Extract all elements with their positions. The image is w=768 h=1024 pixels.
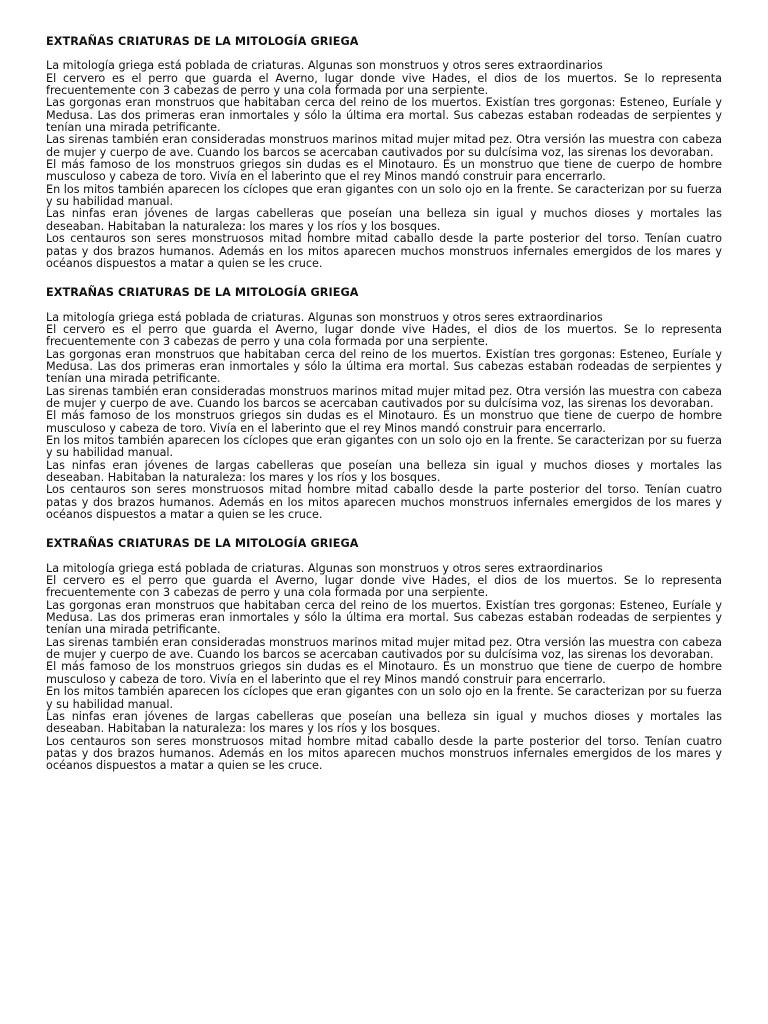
paragraph-ciclopes: En los mitos también aparecen los cíclopes que eran gigantes con un solo ojo en la frente. Se caracterizan por su fuerza y su habilidad manual. bbox=[46, 182, 722, 209]
paragraph-gorgonas: Las gorgonas eran monstruos que habitaban cerca del reino de los muertos. Existían tres gorgonas: Esteneo, Euríale y Medusa. Las dos primeras eran inmortales y sólo la última era mortal. Sus cabezas estaban rodeadas de serpientes y tenían una mirada petrificante. bbox=[46, 96, 722, 135]
paragraph-sirenas: Las sirenas también eran consideradas monstruos marinos mitad mujer mitad pez. Otra versión las muestra con cabeza de mujer y cuerpo de ave. Cuando los barcos se acercaban cautivados por su dulcísima voz, las sirenas los devoraban. bbox=[46, 384, 722, 410]
paragraph-gorgonas: Las gorgonas eran monstruos que habitaban cerca del reino de los muertos. Existían tres gorgonas: Esteneo, Euríale y Medusa. Las dos primeras eran inmortales y sólo la última era mortal. Sus cabezas estaban rodeadas de serpientes y tenían una mirada petrificante. bbox=[46, 598, 722, 637]
paragraph-minotauro: El más famoso de los monstruos griegos sin dudas es el Minotauro. Es un monstruo que tiene de cuerpo de hombre musculoso y cabeza de toro. Vivía en el laberinto que el rey Minos mandó construir para encerrarlo. bbox=[46, 409, 722, 435]
paragraph-sirenas: Las sirenas también eran consideradas monstruos marinos mitad mujer mitad pez. Otra versión las muestra con cabeza de mujer y cuerpo de ave. Cuando los barcos se acercaban cautivados por su dulcísima voz, las sirenas los devoraban. bbox=[46, 635, 722, 662]
paragraph-cerbero: El cervero es el perro que guarda el Averno, lugar donde vive Hades, el dios de los muertos. Se lo representa frecuentemente con 3 cabezas de perro y una cola formada por una serpiente. bbox=[46, 574, 722, 600]
paragraph-minotauro: El más famoso de los monstruos griegos sin dudas es el Minotauro. Es un monstruo que tiene de cuerpo de hombre musculoso y cabeza de toro. Vivía en el laberinto que el rey Minos mandó construir para encerrarlo. bbox=[46, 158, 722, 184]
paragraph-gorgonas: Las gorgonas eran monstruos que habitaban cerca del reino de los muertos. Existían tres gorgonas: Esteneo, Euríale y Medusa. Las dos primeras eran inmortales y sólo la última era mortal. Sus cabezas estaban rodeadas de serpientes y tenían una mirada petrificante. bbox=[46, 347, 722, 386]
article-section-1 bbox=[46, 36, 722, 270]
paragraph-cerbero: El cervero es el perro que guarda el Averno, lugar donde vive Hades, el dios de los muertos. Se lo representa frecuentemente con 3 cabezas de perro y una cola formada por una serpiente. bbox=[46, 71, 722, 98]
article-intro: La mitología griega está poblada de criaturas. Algunas son monstruos y otros seres extraordinarios bbox=[46, 561, 603, 575]
paragraph-centauros: Los centauros son seres monstruosos mitad hombre mitad caballo desde la parte posterior del torso. Tenían cuatro patas y dos brazos humanos. Además en los mitos aparecen muchos monstruos infernales emergidos de los mares y océanos dispuestos a matar a quien se les cruce. bbox=[46, 483, 722, 522]
paragraph-ciclopes: En los mitos también aparecen los cíclopes que eran gigantes con un solo ojo en la frente. Se caracterizan por su fuerza y su habilidad manual. bbox=[46, 433, 722, 460]
article-intro: La mitología griega está poblada de criaturas. Algunas son monstruos y otros seres extraordinarios bbox=[46, 59, 603, 73]
paragraph-cerbero: El cervero es el perro que guarda el Averno, lugar donde vive Hades, el dios de los muertos. Se lo representa frecuentemente con 3 cabezas de perro y una cola formada por una serpiente. bbox=[46, 322, 722, 349]
article-section-3 bbox=[46, 538, 722, 772]
article-title: EXTRAÑAS CRIATURAS DE LA MITOLOGÍA GRIEGA bbox=[46, 537, 359, 551]
paragraph-ninfas: Las ninfas eran jóvenes de largas cabelleras que poseían una belleza sin igual y muchos dioses y mortales las deseaban. Habitaban la naturaleza: los mares y los ríos y los bosques. bbox=[46, 709, 722, 736]
article-intro: La mitología griega está poblada de criaturas. Algunas son monstruos y otros seres extraordinarios bbox=[46, 310, 603, 324]
article-title: EXTRAÑAS CRIATURAS DE LA MITOLOGÍA GRIEGA bbox=[46, 35, 359, 48]
paragraph-ninfas: Las ninfas eran jóvenes de largas cabelleras que poseían una belleza sin igual y muchos dioses y mortales las deseaban. Habitaban la naturaleza: los mares y los ríos y los bosques. bbox=[46, 458, 722, 484]
paragraph-centauros: Los centauros son seres monstruosos mitad hombre mitad caballo desde la parte posterior del torso. Tenían cuatro patas y dos brazos humanos. Además en los mitos aparecen muchos monstruos infernales emergidos de los mares y océanos dispuestos a matar a quien se les cruce. bbox=[46, 734, 722, 773]
article-section-2 bbox=[46, 287, 722, 521]
paragraph-centauros: Los centauros son seres monstruosos mitad hombre mitad caballo desde la parte posterior del torso. Tenían cuatro patas y dos brazos humanos. Además en los mitos aparecen muchos monstruos infernales emergidos de los mares y océanos dispuestos a matar a quien se les cruce. bbox=[46, 232, 722, 270]
paragraph-minotauro: El más famoso de los monstruos griegos sin dudas es el Minotauro. Es un monstruo que tiene de cuerpo de hombre musculoso y cabeza de toro. Vivía en el laberinto que el rey Minos mandó construir para encerrarlo. bbox=[46, 660, 722, 686]
paragraph-ninfas: Las ninfas eran jóvenes de largas cabelleras que poseían una belleza sin igual y muchos dioses y mortales las deseaban. Habitaban la naturaleza: los mares y los ríos y los bosques. bbox=[46, 207, 722, 233]
article-title: EXTRAÑAS CRIATURAS DE LA MITOLOGÍA GRIEGA bbox=[46, 286, 359, 300]
paragraph-sirenas: Las sirenas también eran consideradas monstruos marinos mitad mujer mitad pez. Otra versión las muestra con cabeza de mujer y cuerpo de ave. Cuando los barcos se acercaban cautivados por su dulcísima voz, las sirenas los devoraban. bbox=[46, 133, 722, 159]
paragraph-ciclopes: En los mitos también aparecen los cíclopes que eran gigantes con un solo ojo en la frente. Se caracterizan por su fuerza y su habilidad manual. bbox=[46, 685, 722, 711]
document-page bbox=[46, 36, 722, 790]
